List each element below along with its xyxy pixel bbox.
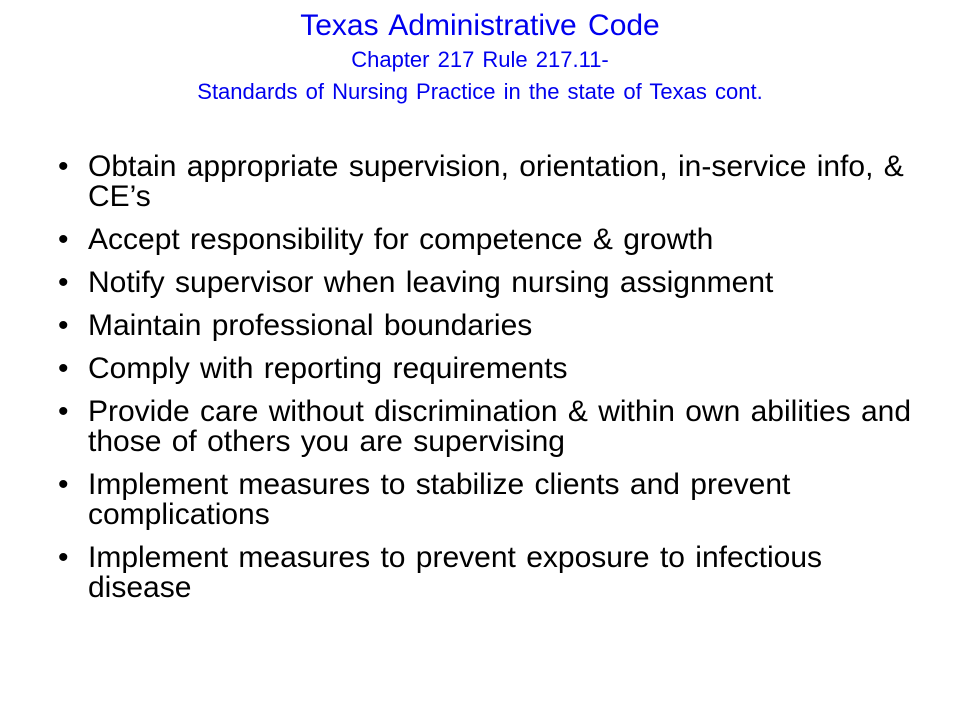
bullet-item	[50, 152, 930, 212]
bullet-text: Comply with reporting requirements	[88, 352, 568, 385]
bullet-text: Accept responsibility for competence & growth	[88, 223, 714, 256]
bullet-item	[50, 543, 930, 603]
bullet-item	[50, 397, 930, 457]
bullet-item	[50, 268, 930, 298]
slide-title	[40, 8, 920, 108]
bullet-icon: •	[58, 150, 69, 183]
bullet-text: Provide care without discrimination & within own abilities and those of others you are supervising	[88, 395, 912, 458]
bullet-text: Implement measures to prevent exposure to infectious disease	[88, 541, 823, 604]
bullet-text: Notify supervisor when leaving nursing assignment	[88, 266, 774, 299]
bullet-icon: •	[58, 352, 69, 385]
bullet-item	[50, 470, 930, 530]
bullet-icon: •	[58, 395, 69, 428]
title-main: Texas Administrative Code	[300, 9, 660, 42]
bullet-item	[50, 225, 930, 255]
bullet-icon: •	[58, 223, 69, 256]
bullet-text: Maintain professional boundaries	[88, 309, 533, 342]
bullet-text: Implement measures to stabilize clients and prevent complications	[88, 468, 791, 531]
title-chapter-rule: Chapter 217 Rule 217.11-	[351, 47, 609, 72]
bullet-icon: •	[58, 541, 69, 574]
bullet-list	[50, 152, 930, 616]
bullet-item	[50, 354, 930, 384]
bullet-icon: •	[58, 266, 69, 299]
bullet-icon: •	[58, 468, 69, 501]
title-subtitle: Standards of Nursing Practice in the state of Texas cont.	[197, 79, 763, 104]
bullet-item	[50, 311, 930, 341]
bullet-text: Obtain appropriate supervision, orientation, in-service info, & CE’s	[88, 150, 904, 213]
bullet-icon: •	[58, 309, 69, 342]
